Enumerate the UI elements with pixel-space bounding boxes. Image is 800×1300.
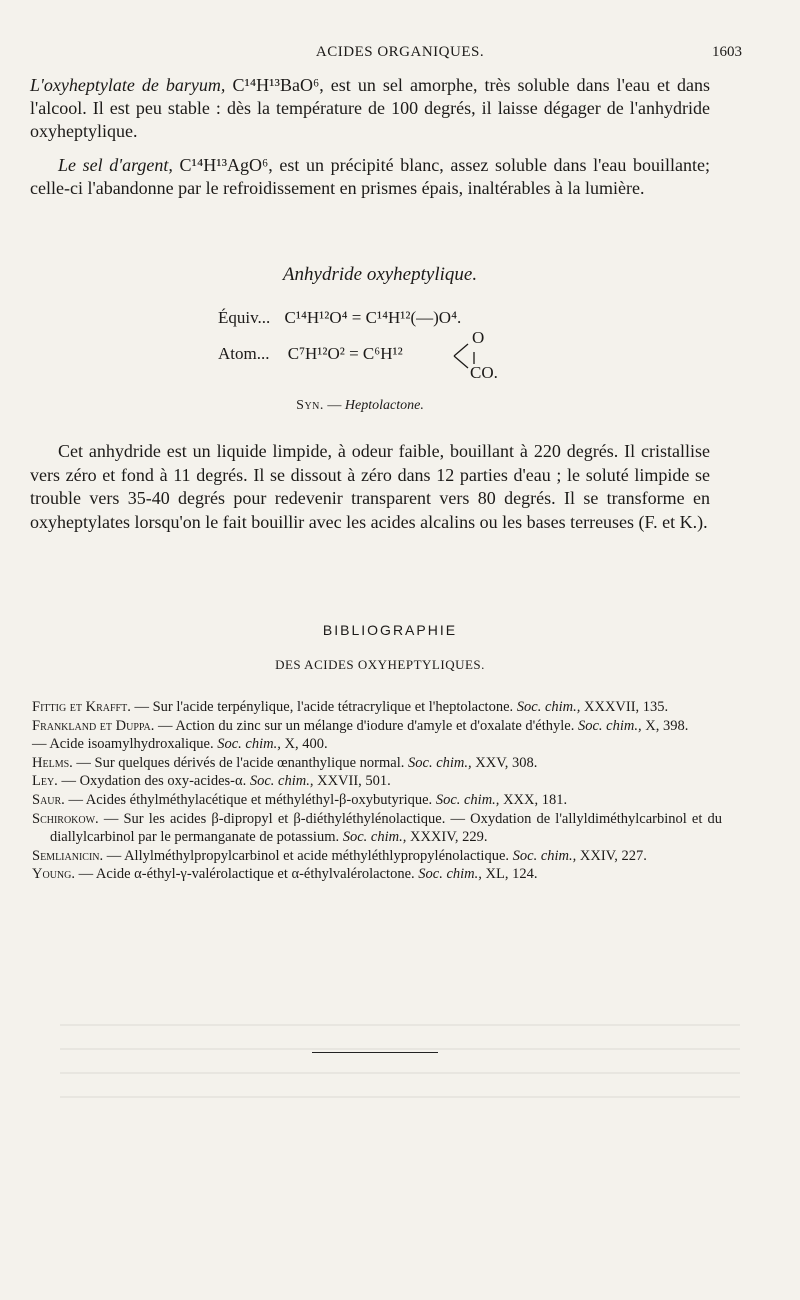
equiv-formula-row: [218, 308, 461, 328]
entry-volume: XXXVII, 135.: [580, 699, 669, 715]
bibliography-entry: [32, 847, 722, 866]
entry-journal: Soc. chim.,: [509, 847, 577, 864]
entry-journal: Soc. chim.,: [414, 866, 482, 883]
bibliography-entry: [32, 698, 722, 717]
synonym-dash: —: [323, 398, 345, 413]
bibliography-list: [32, 698, 722, 884]
bibliography-entry: [32, 754, 722, 773]
entry-journal: Soc. chim.,: [432, 791, 500, 808]
entry-author: Schirokow.: [32, 810, 99, 827]
entry-author: Frankland et Duppa.: [32, 717, 155, 734]
entry-text: — Sur quelques dérivés de l'acide œnanthylique normal.: [72, 754, 405, 771]
entry-author: Young.: [32, 866, 75, 883]
entry-author: Fittig et Krafft.: [32, 699, 131, 715]
entry-text: — Sur l'acide terpénylique, l'acide tétracrylique et l'heptolactone.: [130, 699, 514, 715]
paragraph-argent: [30, 154, 710, 200]
synonym-label: Syn.: [296, 398, 324, 413]
chemical-formula: C¹⁴H¹³BaO⁶,: [232, 75, 324, 95]
entry-journal: Soc. chim.,: [404, 754, 472, 771]
bibliography-entry: [32, 772, 722, 791]
entry-author: Ley.: [32, 773, 58, 790]
bibliography-subtitle: DES ACIDES OXYHEPTYLIQUES.: [275, 657, 485, 672]
entry-author: Saur.: [32, 791, 65, 808]
entry-text: — Oxydation des oxy-acides-α.: [57, 773, 247, 790]
formula-value: C¹⁴H¹²O⁴ = C¹⁴H¹²(—)O⁴.: [284, 308, 462, 327]
entry-text: — Acide isoamylhydroxalique.: [32, 736, 214, 753]
section-heading: Anhydride oxyheptylique.: [282, 264, 478, 285]
synonym-line: [0, 398, 720, 414]
paragraph-text: est un sel amorphe, très soluble dans l'eau et dans l'alcool. Il est peu stable : dès la température de 100 degrés, il laisse dégager de l'anhydride oxyheptylique.: [30, 75, 710, 141]
entry-journal: Soc. chim.,: [513, 699, 581, 715]
paragraph-baryum: [30, 74, 710, 143]
entry-journal: Soc. chim.,: [339, 829, 407, 846]
paragraph-anhydride: [30, 440, 710, 534]
bleed-through-texture: [60, 1010, 740, 1120]
formula-label: Atom...: [218, 344, 270, 363]
formula-label: Équiv...: [218, 308, 271, 327]
entry-volume: XL, 124.: [481, 866, 538, 883]
bibliography-entry: [32, 717, 722, 736]
atom-formula-row: [218, 344, 403, 364]
entry-author: Helms.: [32, 754, 73, 771]
bibliography-entry: [32, 791, 722, 810]
entry-volume: XXXIV, 229.: [406, 829, 488, 846]
bibliography-entry: [32, 865, 722, 884]
ring-oxygen: O: [472, 328, 485, 347]
entry-journal: Soc. chim.,: [574, 717, 642, 734]
entry-volume: XXV, 308.: [471, 754, 538, 771]
entry-volume: X, 398.: [641, 717, 689, 734]
entry-text: — Action du zinc sur un mélange d'iodure d'amyle et d'oxalate d'éthyle.: [154, 717, 575, 734]
entry-journal: Soc. chim.,: [213, 736, 281, 753]
entry-volume: XXX, 181.: [499, 791, 568, 808]
entry-volume: X, 400.: [280, 736, 328, 753]
paragraph-lead: L'oxyheptylate de baryum,: [30, 75, 226, 95]
closing-rule: [312, 1052, 438, 1053]
synonym-name: Heptolactone.: [344, 398, 424, 413]
entry-volume: XXVII, 501.: [313, 773, 391, 790]
chemical-formula: C¹⁴H¹³AgO⁶,: [179, 155, 273, 175]
entry-text: — Allylméthylpropylcarbinol et acide méthyléthlypropylénolactique.: [103, 847, 510, 864]
entry-journal: Soc. chim.,: [246, 773, 314, 790]
page-number: 1603: [712, 44, 742, 60]
running-head: ACIDES ORGANIQUES.: [315, 44, 485, 60]
ring-carbonyl: CO.: [470, 363, 498, 382]
paragraph-lead: Le sel d'argent,: [58, 155, 173, 175]
page-header: [30, 44, 770, 68]
formula-value: C⁷H¹²O² = C⁶H¹²: [287, 344, 403, 363]
entry-volume: XXIV, 227.: [576, 847, 647, 864]
entry-text: — Acide α-éthyl-γ-valérolactique et α-éthylvalérolactone.: [74, 866, 415, 883]
paragraph-text: Cet anhydride est un liquide limpide, à odeur faible, bouillant à 220 degrés. Il cristallise vers zéro et fond à 11 degrés. Il se dissout à zéro dans 12 parties d'eau ; le soluté limpide se trouble vers 35-40 degrés pour redevenir transparent vers 80 degrés. Il se transforme en oxyheptylates lorsqu'on le fait bouillir avec les acides alcalins ou les bases terreuses (F. et K.).: [30, 441, 710, 532]
bibliography-entry: [32, 735, 722, 754]
bibliography-title: BIBLIOGRAPHIE: [322, 622, 458, 638]
entry-text: — Sur les acides β-dipropyl et β-diéthyléthylénolactique. — Oxydation de l'allyldiméthylcarbinol et du diallylcarbinol par le permanganate de potassium.: [50, 810, 722, 846]
entry-author: Semlianicin.: [32, 847, 104, 864]
paragraph-text: est un précipité blanc, assez soluble dans l'eau bouillante; celle-ci l'abandonne par le refroidissement en prismes épais, inaltérables à la lumière.: [30, 155, 710, 198]
entry-text: — Acides éthylméthylacétique et méthyléthyl-β-oxybutyrique.: [64, 791, 433, 808]
bibliography-entry: [32, 810, 722, 847]
